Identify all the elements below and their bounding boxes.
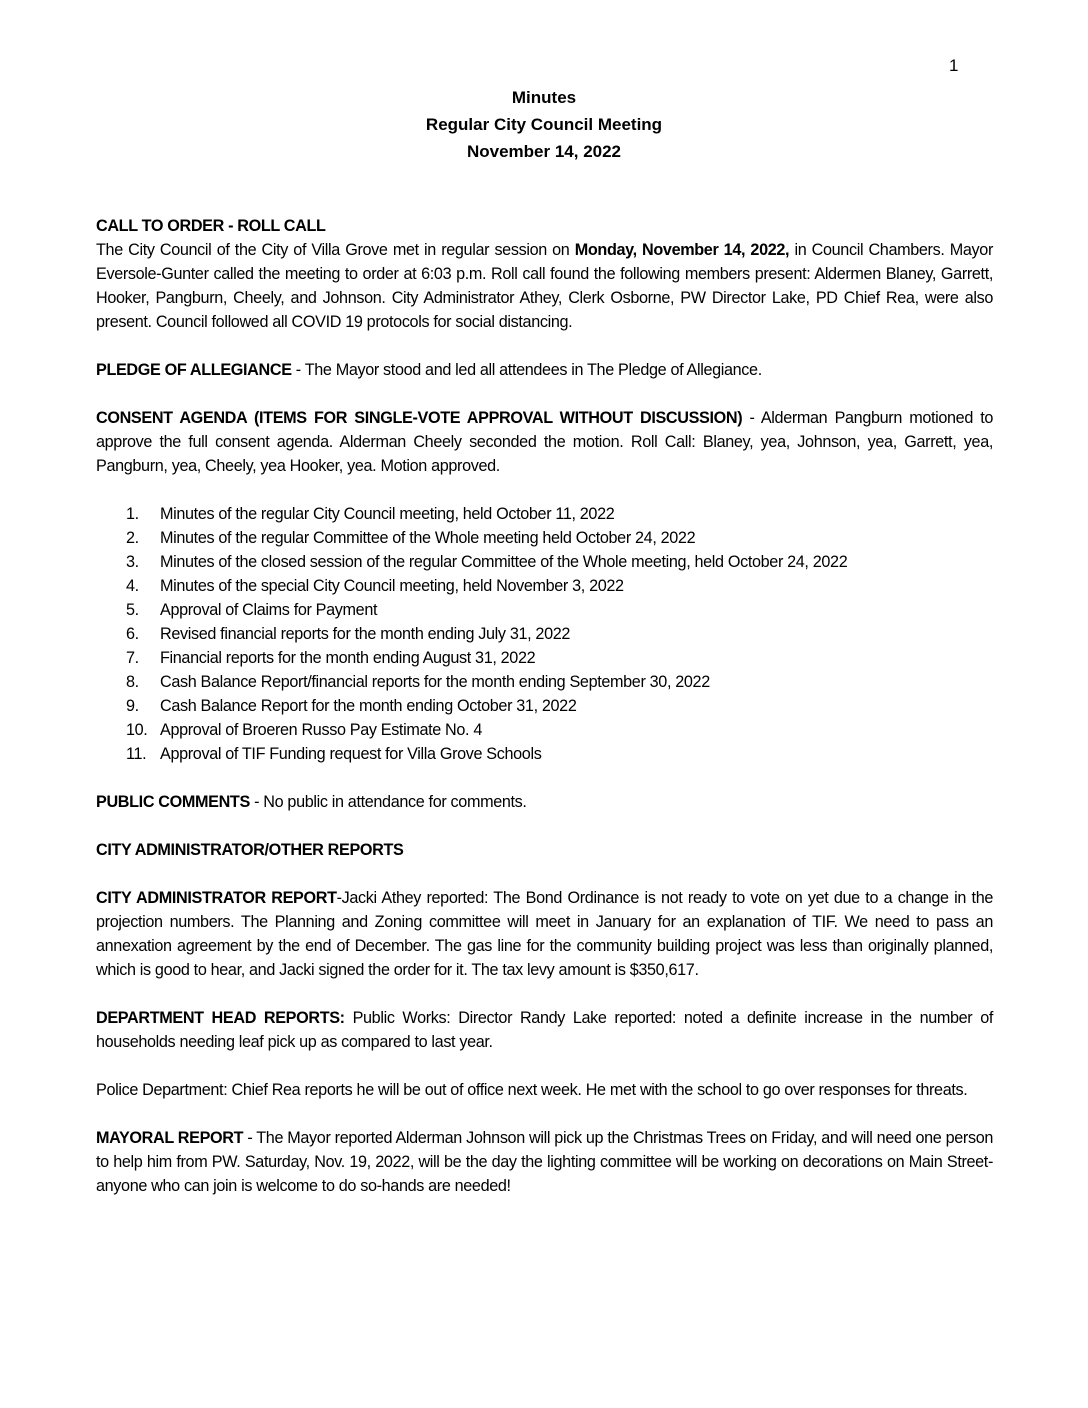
pledge-paragraph	[96, 358, 993, 382]
list-item	[96, 670, 993, 694]
pledge-heading: PLEDGE OF ALLEGIANCE	[96, 361, 292, 379]
list-item-number: 6.	[126, 625, 139, 643]
list-item-number: 8.	[126, 673, 139, 691]
reports-heading: CITY ADMINISTRATOR/OTHER REPORTS	[96, 841, 404, 859]
list-item	[96, 742, 993, 766]
admin-report-paragraph	[96, 886, 993, 982]
mayoral-text: - The Mayor reported Alderman Johnson will pick up the Christmas Trees on Friday, and will need one person to help him from PW. Saturday, Nov. 19, 2022, will be the day the lighting committee will be working on decorations on Main Street-anyone who can join is welcome to do so-hands are needed!	[96, 1129, 993, 1195]
header-title: Minutes	[511, 88, 577, 107]
list-item-number: 4.	[126, 577, 139, 595]
dept-reports-heading: DEPARTMENT HEAD REPORTS:	[96, 1009, 345, 1027]
list-item-number: 10.	[126, 721, 148, 739]
public-comments-paragraph	[96, 790, 993, 814]
call-to-order-text-a: The City Council of the City of Villa Grove met in regular session on	[96, 241, 575, 259]
list-item-number: 11.	[126, 745, 147, 763]
list-item-text: Approval of TIF Funding request for Villa Grove Schools	[160, 745, 542, 763]
list-item-text: Minutes of the closed session of the regular Committee of the Whole meeting, held October 24, 2022	[160, 553, 848, 571]
list-item-text: Cash Balance Report for the month ending October 31, 2022	[160, 697, 577, 715]
header-meeting-type: Regular City Council Meeting	[425, 115, 663, 134]
admin-report-text: -Jacki Athey reported: The Bond Ordinance is not ready to vote on yet due to a change in the projection numbers. The Planning and Zoning committee will meet in January for an explanation of TIF. We need to pass an annexation agreement by the end of December. The gas line for the community building project was less than originally planned, which is good to hear, and Jacki signed the order for it. The tax levy amount is $350,617.	[96, 889, 993, 979]
list-item-number: 9.	[126, 697, 139, 715]
list-item-text: Minutes of the special City Council meeting, held November 3, 2022	[160, 577, 624, 595]
list-item-text: Approval of Broeren Russo Pay Estimate No. 4	[160, 721, 483, 739]
public-comments-text: - No public in attendance for comments.	[249, 793, 527, 811]
public-comments-heading: PUBLIC COMMENTS	[96, 793, 250, 811]
list-item-text: Minutes of the regular Committee of the Whole meeting held October 24, 2022	[160, 529, 696, 547]
meeting-date-bold: Monday, November 14, 2022,	[574, 241, 790, 259]
document-header	[0, 84, 1088, 165]
consent-agenda-paragraph	[96, 406, 993, 478]
call-to-order-paragraph	[96, 238, 993, 334]
call-to-order-text-b: in Council Chambers. Mayor Eversole-Gunter called the meeting to order at 6:03 p.m. Roll call found the following members present: Aldermen Blaney, Garrett, Hooker, Pangburn, Cheely, and Johnson. City Administrator Athey, Clerk Osborne, PW Director Lake, PD Chief Rea, were also present. Council followed all COVID 19 protocols for social distancing.	[96, 241, 993, 331]
list-item-text: Revised financial reports for the month ending July 31, 2022	[160, 625, 571, 643]
list-item	[96, 574, 993, 598]
list-item	[96, 694, 993, 718]
consent-agenda-list	[96, 502, 993, 766]
list-item-text: Approval of Claims for Payment	[160, 601, 378, 619]
list-item-text: Minutes of the regular City Council meeting, held October 11, 2022	[160, 505, 615, 523]
list-item-text: Cash Balance Report/financial reports for the month ending September 30, 2022	[160, 673, 710, 691]
reports-section-heading	[96, 838, 993, 862]
mayoral-heading: MAYORAL REPORT	[96, 1129, 244, 1147]
list-item	[96, 598, 993, 622]
list-item	[96, 646, 993, 670]
list-item-number: 3.	[126, 553, 139, 571]
list-item	[96, 622, 993, 646]
mayoral-paragraph	[96, 1126, 993, 1198]
list-item-number: 5.	[126, 601, 139, 619]
document-body	[96, 214, 993, 1198]
consent-agenda-text: - Alderman Pangburn motioned to approve the full consent agenda. Alderman Cheely seconded the motion. Roll Call: Blaney, yea, Johnson, yea, Garrett, yea, Pangburn, yea, Cheely, yea Hooker, yea. Motion approved.	[96, 409, 994, 475]
pledge-text: - The Mayor stood and led all attendees in The Pledge of Allegiance.	[291, 361, 762, 379]
list-item	[96, 718, 993, 742]
consent-agenda-heading: CONSENT AGENDA (ITEMS FOR SINGLE-VOTE APPROVAL WITHOUT DISCUSSION)	[96, 409, 743, 427]
list-item-number: 1.	[126, 505, 139, 523]
list-item	[96, 526, 993, 550]
police-paragraph	[96, 1078, 993, 1102]
admin-report-heading: CITY ADMINISTRATOR REPORT	[96, 889, 337, 907]
header-date: November 14, 2022	[466, 142, 622, 161]
police-text: Police Department: Chief Rea reports he will be out of office next week. He met with the school to go over responses for threats.	[96, 1081, 968, 1099]
call-to-order-heading: CALL TO ORDER - ROLL CALL	[96, 217, 326, 235]
dept-reports-paragraph	[96, 1006, 993, 1054]
page-number: 1	[949, 56, 959, 75]
list-item-number: 2.	[126, 529, 139, 547]
list-item-text: Financial reports for the month ending August 31, 2022	[160, 649, 536, 667]
list-item	[96, 550, 993, 574]
list-item-number: 7.	[126, 649, 139, 667]
list-item	[96, 502, 993, 526]
dept-reports-text: Public Works: Director Randy Lake reported: noted a definite increase in the number of households needing leaf pick up as compared to last year.	[96, 1009, 994, 1051]
